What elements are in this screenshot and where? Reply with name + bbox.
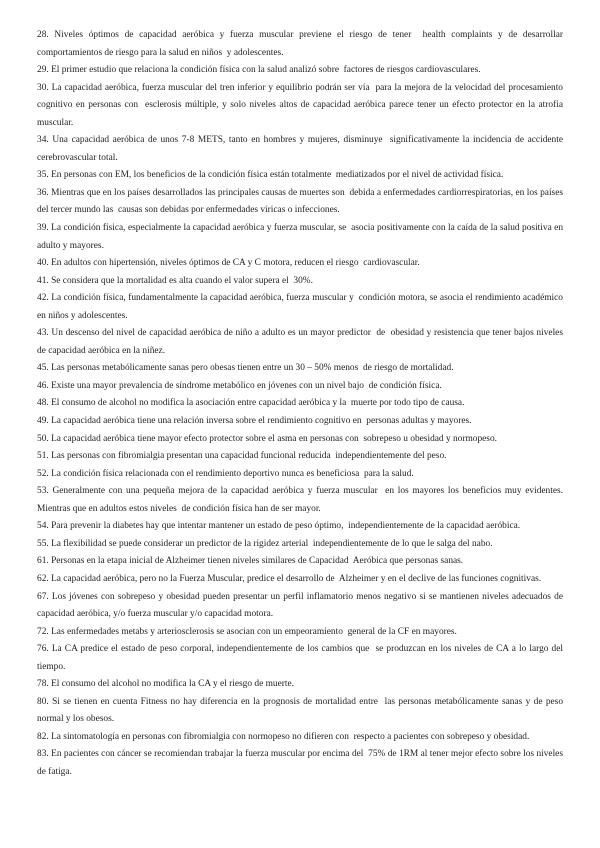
statement-number: 61. [37,556,49,567]
statement-49 [37,413,563,431]
statement-61 [37,553,563,571]
statement-number: 34. [37,135,49,146]
statement-text: Niveles óptimos de capacidad aeróbica y fuerza muscular previene el riesgo de tener health complaints y de desarrollar comportamientos de riesgo para la salud en niños y adolescentes. [37,30,563,58]
statement-number: 72. [37,626,49,637]
statement-text: El primer estudio que relaciona la condición física con la salud analizó sobre factores de riesgos cardiovasculares. [51,65,481,76]
statement-text: Las enfermedades metabs y arteriosclerosis se asocian con un empeoramiento general de la CF en mayores. [51,626,457,637]
statement-number: 51. [37,451,49,462]
statement-43 [37,325,563,360]
statement-number: 78. [37,679,49,690]
statement-76 [37,641,563,676]
statements-list [37,27,563,782]
statement-62 [37,571,563,589]
statement-36 [37,185,563,220]
statement-number: 28. [37,30,49,40]
statement-text: La sintomatología en personas con fibromialgia con normopeso no difieren con respecto a pacientes con sobrepeso y obesidad. [51,731,530,742]
statement-40 [37,255,563,273]
statement-text: Mientras que en los países desarrollados las principales causas de muertes son debida a enfermedades cardiorrespiratorias, en los países del tercer mundo las causas son debidas por enfermedades víricas o infecciones. [37,187,564,216]
statement-35 [37,167,563,185]
statement-text: Generalmente con una pequeña mejora de la capacidad aeróbica y fuerza muscular en los mayores los beneficios muy evidentes. Mientras que en adultos estos niveles de condición física han de ser mayor. [37,486,563,514]
statement-text: La condición física, fundamentalmente la capacidad aeróbica, fuerza muscular y condición motora, se asocia el rendimiento académico en niños y adolescentes. [37,293,563,321]
statement-text: La flexibilidad se puede considerar un predictor de la rigidez arterial independientemente de lo que le salga del nabo. [51,538,493,549]
statement-number: 54. [37,521,49,532]
statement-51 [37,448,563,466]
statement-42 [37,290,563,325]
statement-28 [37,27,563,62]
statement-text: Una capacidad aeróbica de unos 7-8 METS, tanto en hombres y mujeres, disminuye significativamente la incidencia de accidente cerebrovascular total. [37,135,564,163]
statement-48 [37,395,563,413]
statement-50 [37,431,563,449]
statement-number: 46. [37,380,49,391]
statement-text: Un descenso del nivel de capacidad aeróbica de niño a adulto es un mayor predictor de obesidad y resistencia que tener bajos niveles de capacidad aeróbica en la niñez. [37,328,563,356]
statement-number: 82. [37,731,49,742]
statement-80 [37,694,563,729]
statement-text: La capacidad aeróbica tiene mayor efecto protector sobre el asma en personas con sobrepeso u obesidad y normopeso. [51,433,497,444]
statement-54 [37,518,563,536]
statement-number: 80. [37,696,49,707]
statement-46 [37,378,563,396]
statement-text: Para prevenir la diabetes hay que intentar mantener un estado de peso óptimo, independientemente de la capacidad aeróbica. [51,521,521,532]
statement-number: 53. [37,486,49,497]
statement-30 [37,80,563,133]
statement-number: 43. [37,328,49,339]
statement-67 [37,589,563,624]
statement-29 [37,62,563,80]
statement-number: 45. [37,363,49,374]
statement-text: Personas en la etapa inicial de Alzheimer tienen niveles similares de Capacidad Aeróbica que personas sanas. [51,556,464,567]
statement-78 [37,676,563,694]
statement-text: La capacidad aeróbica, pero no la Fuerza Muscular, predice el desarrollo de Alzheimer y en el declive de las funciones cognitivas. [51,573,542,584]
statement-text: En pacientes con cáncer se recomiendan trabajar la fuerza muscular por encima del 75% de 1RM al tener mejor efecto sobre los niveles de fatiga. [37,749,563,777]
statement-82 [37,729,563,747]
statement-number: 49. [37,416,49,427]
statement-number: 29. [37,65,49,76]
statement-83 [37,746,563,781]
statement-number: 41. [37,275,49,286]
statement-52 [37,466,563,484]
statement-text: El consumo del alcohol no modifica la CA y el riesgo de muerte. [51,679,294,690]
statement-39 [37,220,563,255]
statement-text: Si se tienen en cuenta Fitness no hay diferencia en la prognosis de mortalidad entre las personas metabólicamente sanas y de peso normal y los obesos. [37,696,564,725]
statement-number: 40. [37,258,49,269]
statement-number: 48. [37,398,49,409]
statement-number: 30. [37,82,49,93]
statement-text: Los jóvenes con sobrepeso y obesidad pueden presentar un perfil inflamatorio menos negativo si se mantienen niveles adecuados de capacidad aeróbica, y/o fuerza muscular y/o capacidad motora. [37,591,564,620]
statement-number: 67. [37,591,49,602]
statement-number: 35. [37,170,49,181]
statement-text: La capacidad aeróbica, fuerza muscular del tren inferior y equilibrio podrán ser vía para la mejora de la velocidad del procesamiento cognitivo en personas con esclerosis múltiple, y solo niveles altos de capacidad aeróbica parece tener un efecto protector en la atrofia muscular. [37,82,563,128]
statement-number: 52. [37,468,49,479]
statement-41 [37,273,563,291]
statement-text: La CA predice el estado de peso corporal, independientemente de los cambios que se produzcan en los niveles de CA a lo largo del tiempo. [37,644,564,672]
statement-text: El consumo de alcohol no modifica la asociación entre capacidad aeróbica y la muerte por todo tipo de causa. [51,398,465,409]
statement-text: La condición física, especialmente la capacidad aeróbica y fuerza muscular, se asocia positivamente con la caída de la salud positiva en adulto y mayores. [37,223,564,251]
statement-number: 76. [37,644,49,655]
statement-number: 62. [37,573,49,584]
statement-number: 55. [37,538,49,549]
statement-number: 42. [37,293,49,304]
statement-text: Las personas con fibromialgia presentan una capacidad funcional reducida independientemente del peso. [51,451,447,462]
statement-number: 39. [37,223,49,234]
statement-text: La capacidad aeróbica tiene una relación inversa sobre el rendimiento cognitivo en personas adultas y mayores. [51,416,472,427]
statement-text: Se considera que la mortalidad es alta cuando el valor supera el 30%. [51,275,313,286]
statement-53 [37,483,563,518]
statement-34 [37,132,563,167]
statement-55 [37,536,563,554]
statement-text: Existe una mayor prevalencia de síndrome metabólico en jóvenes con un nivel bajo de condición física. [51,380,442,391]
statement-number: 83. [37,749,49,760]
statement-45 [37,360,563,378]
statement-text: Las personas metabólicamente sanas pero obesas tienen entre un 30 – 50% menos de riesgo de mortalidad. [51,363,454,374]
statement-72 [37,624,563,642]
statement-text: En personas con EM, los beneficios de la condición física están totalmente mediatizados por el nivel de actividad física. [51,170,504,181]
statement-number: 50. [37,433,49,444]
statement-text: En adultos con hipertensión, niveles óptimos de CA y C motora, reducen el riesgo cardiovascular. [51,258,420,269]
statement-text: La condición física relacionada con el rendimiento deportivo nunca es beneficiosa para la salud. [51,468,414,479]
statement-number: 36. [37,187,49,198]
